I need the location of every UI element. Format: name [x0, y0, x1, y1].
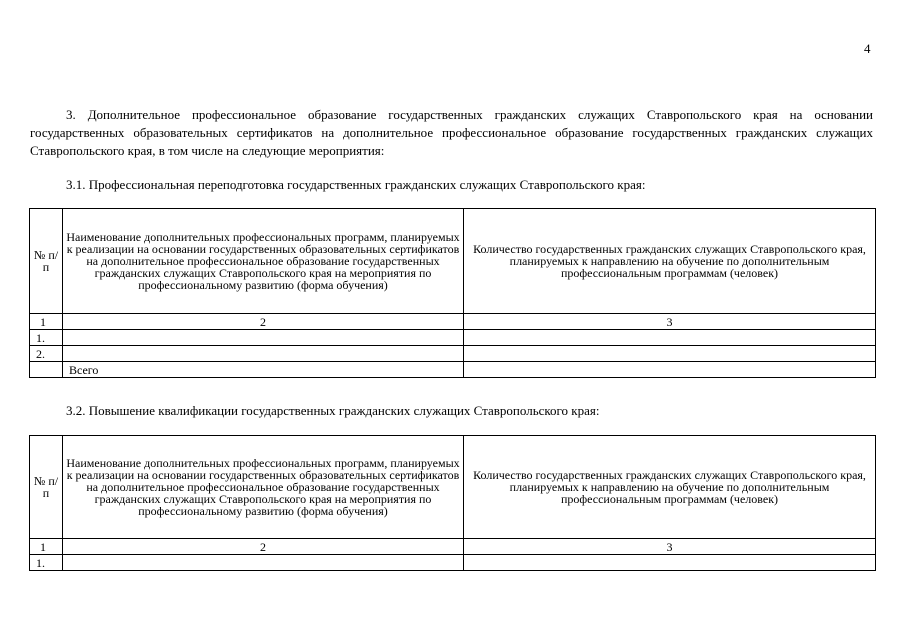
table-row	[30, 330, 876, 346]
column-number: 2	[63, 314, 464, 330]
column-number: 1	[30, 314, 63, 330]
table-row	[30, 555, 876, 571]
table-header-row	[30, 436, 876, 539]
main-paragraph	[30, 106, 873, 160]
col-employee-count-header: Количество государственных гражданских служащих Ставропольского края, планируемых к направлению на обучение по дополнительным профессиональным программам (человек)	[464, 209, 876, 314]
row-employee-count	[464, 330, 876, 346]
page-number: 4	[864, 41, 871, 56]
section1-table	[29, 208, 876, 378]
section1-heading: 3.1. Профессиональная переподготовка государственных гражданских служащих Ставропольского края:	[66, 177, 646, 192]
total-row	[30, 362, 876, 378]
column-number: 1	[30, 539, 63, 555]
row-program-name	[63, 346, 464, 362]
row-employee-count	[464, 346, 876, 362]
column-number: 3	[464, 314, 876, 330]
col-number-header: № п/п	[30, 209, 63, 314]
col-program-name-header: Наименование дополнительных профессиональных программ, планируемых к реализации на основании государственных образовательных сертификатов на дополнительное профессиональное образование государственных гражданских служащих Ставропольского края на мероприятия по профессиональному развитию (форма обучения)	[63, 209, 464, 314]
table-header-row	[30, 209, 876, 314]
main-paragraph-text: 3. Дополнительное профессиональное образование государственных гражданских служащих Ставропольского края на основании государственных образовательных сертификатов на дополнительное профессиональное образование государственных гражданских служащих Ставропольского края, в том числе на следующие мероприятия:	[30, 107, 873, 158]
column-number: 2	[63, 539, 464, 555]
row-index: 1.	[30, 555, 63, 571]
section2-table	[29, 435, 876, 571]
row-employee-count	[464, 555, 876, 571]
total-label: Всего	[63, 362, 464, 378]
col-employee-count-header: Количество государственных гражданских служащих Ставропольского края, планируемых к направлению на обучение по дополнительным профессиональным программам (человек)	[464, 436, 876, 539]
col-number-header: № п/п	[30, 436, 63, 539]
section2-heading: 3.2. Повышение квалификации государственных гражданских служащих Ставропольского края:	[66, 403, 600, 418]
total-count-cell	[464, 362, 876, 378]
table-row	[30, 346, 876, 362]
column-number: 3	[464, 539, 876, 555]
col-program-name-header: Наименование дополнительных профессиональных программ, планируемых к реализации на основании государственных образовательных сертификатов на дополнительное профессиональное образование государственных гражданских служащих Ставропольского края на мероприятия по профессиональному развитию (форма обучения)	[63, 436, 464, 539]
total-index-cell	[30, 362, 63, 378]
row-program-name	[63, 330, 464, 346]
column-number-row	[30, 539, 876, 555]
row-program-name	[63, 555, 464, 571]
row-index: 1.	[30, 330, 63, 346]
column-number-row	[30, 314, 876, 330]
row-index: 2.	[30, 346, 63, 362]
